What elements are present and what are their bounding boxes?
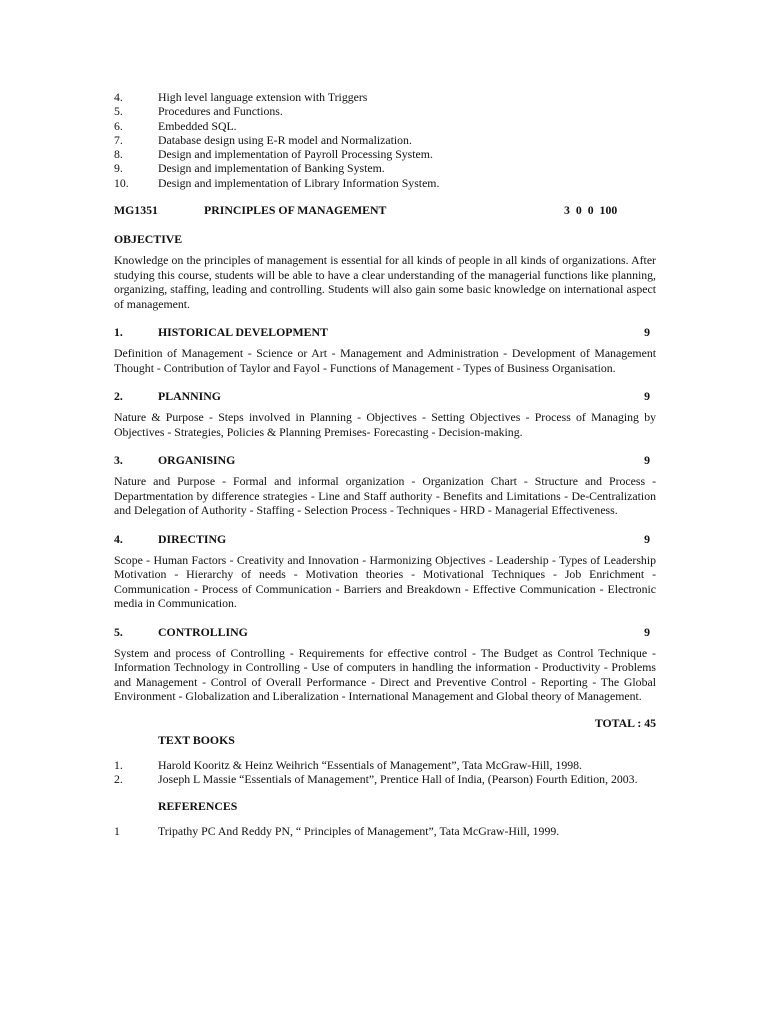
list-item-text: High level language extension with Triggers [158,90,368,104]
unit-5 [114,625,656,704]
references-list [114,824,656,839]
unit-2 [114,389,656,439]
unit-title: HISTORICAL DEVELOPMENT [158,325,328,340]
list-item-number: 10. [114,175,129,190]
syllabus-page [114,90,656,838]
list-item-number: 7. [114,132,123,147]
list-item [114,119,656,133]
list-item-text: Database design using E-R model and Normalization. [158,132,412,147]
unit-content: Nature and Purpose - Formal and informal organization - Organization Chart - Structure and Process - Departmentation by difference strategies - Line and Staff authority - Benefits and Limitations - De-Centralization and Delegation of Authority - Staffing - Selection Process - Techniques - HRD - Managerial Effectiveness. [114,474,656,518]
unit-1 [114,325,656,375]
unit-hours: 9 [644,624,650,639]
book-text: Joseph L Massie “Essentials of Management”, Prentice Hall of India, (Pearson) Fourth Edition, 2003. [158,772,638,787]
list-item-number: 4. [114,90,123,104]
unit-title: DIRECTING [158,531,227,546]
book-number: 2. [114,772,123,787]
unit-heading [114,325,656,340]
list-item-text: Embedded SQL. [158,118,237,133]
unit-number: 1. [114,325,123,340]
objective-text: Knowledge on the principles of management is essential for all kinds of people in all kinds of organizations. After studying this course, students will be able to have a clear understanding of the managerial functions like planning, organizing, staffing, leading and controlling. Students will also gain some basic knowledge on international aspect of management. [114,253,656,311]
book-number: 1. [114,757,123,772]
unit-content: Nature & Purpose - Steps involved in Planning - Objectives - Setting Objectives - Process of Managing by Objectives - Strategies, Policies & Planning Premises- Forecasting - Decision-making. [114,410,656,439]
unit-content: Definition of Management - Science or Art - Management and Administration - Development of Management Thought - Contribution of Taylor and Fayol - Functions of Management - Types of Business Organisation. [114,346,656,375]
unit-title: CONTROLLING [158,624,248,639]
unit-number: 2. [114,389,123,404]
text-books-heading: TEXT BOOKS [158,732,235,747]
unit-title: PLANNING [158,389,221,404]
unit-hours: 9 [644,531,650,546]
list-item-text: Design and implementation of Payroll Processing System. [158,147,433,162]
list-item [114,147,656,161]
course-credits: 3 0 0 100 [564,203,618,218]
lab-exercise-list [114,90,656,190]
list-item-number: 8. [114,147,123,162]
unit-content: Scope - Human Factors - Creativity and Innovation - Harmonizing Objectives - Leadership - Types of Leadership Motivation - Hierarchy of needs - Motivation theories - Motivational Techniques - Job Enrichment - Communication - Process of Communication - Barriers and Breakdown - Effective Communication - Electronic media in Communication. [114,552,656,611]
unit-heading [114,532,656,547]
list-item [114,90,656,104]
course-header [114,203,656,218]
unit-heading [114,625,656,640]
list-item-text: Design and implementation of Library Information System. [158,175,440,190]
unit-number: 4. [114,531,123,546]
book-text: Harold Kooritz & Heinz Weihrich “Essentials of Management”, Tata McGraw-Hill, 1998. [158,757,582,772]
list-item-text: Procedures and Functions. [158,104,283,119]
list-item-text: Design and implementation of Banking System. [158,161,385,176]
total-hours: TOTAL : 45 [594,715,656,730]
unit-hours: 9 [644,453,650,468]
reference-text: Tripathy PC And Reddy PN, “ Principles of Management”, Tata McGraw-Hill, 1999. [158,823,560,838]
objective-heading: OBJECTIVE [114,232,183,247]
unit-3 [114,453,656,518]
list-item [114,758,656,773]
unit-title: ORGANISING [158,453,236,468]
references-heading: REFERENCES [158,798,238,813]
list-item-number: 9. [114,161,123,176]
reference-number: 1 [114,823,120,838]
unit-heading [114,389,656,404]
unit-number: 3. [114,453,123,468]
list-item [114,176,656,190]
unit-hours: 9 [644,389,650,404]
list-item [114,133,656,147]
list-item-number: 5. [114,104,123,119]
unit-4 [114,532,656,611]
list-item [114,161,656,175]
unit-content: System and process of Controlling - Requirements for effective control - The Budget as Control Technique - Information Technology in Controlling - Use of computers in handling the information - Productivity - Problems and Management - Control of Overall Performance - Direct and Preventive Control - Reporting - The Global Environment - Globalization and Liberalization - International Management and Global theory of Management. [114,645,656,704]
course-title: PRINCIPLES OF MANAGEMENT [204,203,387,218]
list-item [114,772,656,787]
text-books-list [114,758,656,787]
unit-hours: 9 [644,325,650,340]
list-item [114,104,656,118]
list-item-number: 6. [114,118,123,133]
unit-number: 5. [114,624,123,639]
list-item [114,824,656,839]
course-code: MG1351 [114,203,158,218]
unit-heading [114,453,656,468]
